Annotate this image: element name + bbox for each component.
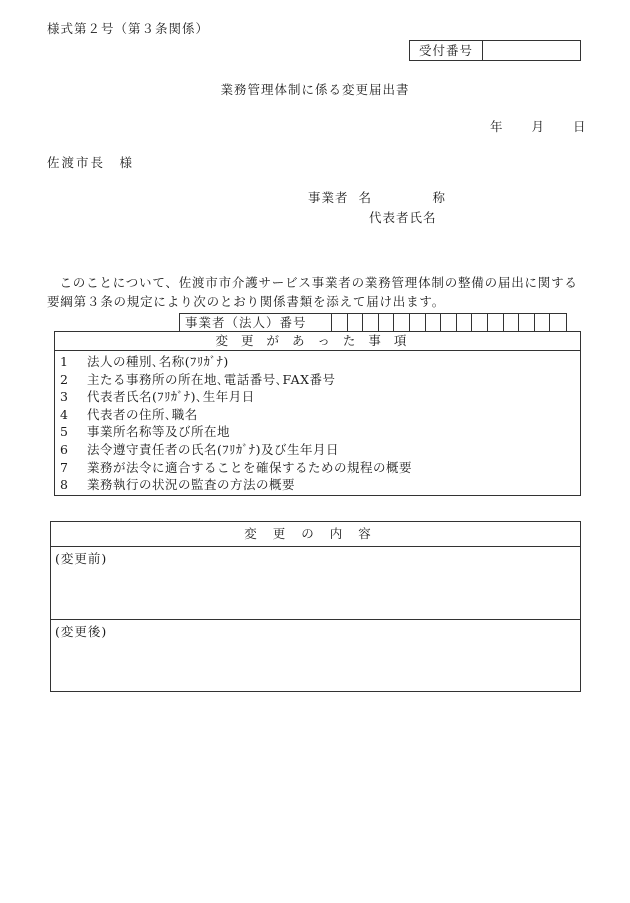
date-month: 月 <box>531 119 546 134</box>
date-day: 日 <box>573 119 587 134</box>
business-number-label: 事業者（法人）番号 <box>180 314 332 332</box>
business-number-cell[interactable] <box>363 314 379 332</box>
applicant-name-line <box>308 188 446 206</box>
changed-item[interactable]: 2 主たる事務所の所在地､電話番号､FAX番号 <box>60 371 336 387</box>
changed-item[interactable]: 1 法人の種別､名称(ﾌﾘｶﾞﾅ) <box>60 354 229 369</box>
business-number-cell[interactable] <box>394 314 410 332</box>
receipt-number-label: 受付番号 <box>410 41 483 60</box>
change-content-header: 変更の内容 <box>51 522 580 547</box>
representative-label: 代表者氏名 <box>369 210 437 225</box>
receipt-number-field[interactable] <box>483 41 580 60</box>
document-title: 業務管理体制に係る変更届出書 <box>220 82 410 97</box>
business-number-cell[interactable] <box>519 314 535 332</box>
business-label: 事業者 <box>308 190 349 205</box>
addressee: 佐渡市長 様 <box>47 155 135 170</box>
before-change-label: (変更前) <box>55 551 108 566</box>
business-number-cell[interactable] <box>441 314 457 332</box>
business-number-cell[interactable] <box>332 314 348 332</box>
before-change-field[interactable] <box>51 547 580 619</box>
changed-items-header: 変更があった事項 <box>55 332 580 351</box>
body-text: このことについて、佐渡市市介護サービス事業者の業務管理体制の整備の届出に関する要綱第３条の規定により次のとおり関係書類を添えて届け出ます。 <box>47 274 578 309</box>
business-number-cell[interactable] <box>426 314 442 332</box>
after-change-field[interactable] <box>51 619 580 691</box>
business-number-cell[interactable] <box>348 314 364 332</box>
business-number-cell[interactable] <box>488 314 504 332</box>
changed-item[interactable]: 8 業務執行の状況の監査の方法の概要 <box>60 477 296 493</box>
changed-items-list <box>55 351 580 495</box>
business-number-cell[interactable] <box>379 314 395 332</box>
after-change-label: (変更後) <box>55 624 108 639</box>
business-number-cell[interactable] <box>550 314 566 332</box>
business-number-cell[interactable] <box>457 314 473 332</box>
form-number: 様式第２号（第３条関係） <box>47 21 210 36</box>
date-year: 年 <box>490 119 504 134</box>
receipt-number-box <box>409 40 581 61</box>
changed-item[interactable]: 6 法令遵守責任者の氏名(ﾌﾘｶﾞﾅ)及び生年月日 <box>60 441 340 457</box>
changed-item[interactable]: 3 代表者氏名(ﾌﾘｶﾞﾅ)､生年月日 <box>60 389 255 405</box>
business-number-cell[interactable] <box>472 314 488 332</box>
changed-item[interactable]: 4 代表者の住所､職名 <box>60 406 198 422</box>
changed-item[interactable]: 5 事業所名称等及び所在地 <box>60 424 231 440</box>
name-label: 名 <box>358 190 373 205</box>
date-line <box>490 117 587 135</box>
changed-items-table <box>54 331 581 496</box>
business-number-row <box>179 313 567 332</box>
changed-item[interactable]: 7 業務が法令に適合することを確保するための規程の概要 <box>60 459 413 475</box>
business-number-cell[interactable] <box>535 314 551 332</box>
business-number-cell[interactable] <box>410 314 426 332</box>
business-number-cell[interactable] <box>504 314 520 332</box>
change-content-table <box>50 521 581 692</box>
name-label-2: 称 <box>432 190 447 205</box>
